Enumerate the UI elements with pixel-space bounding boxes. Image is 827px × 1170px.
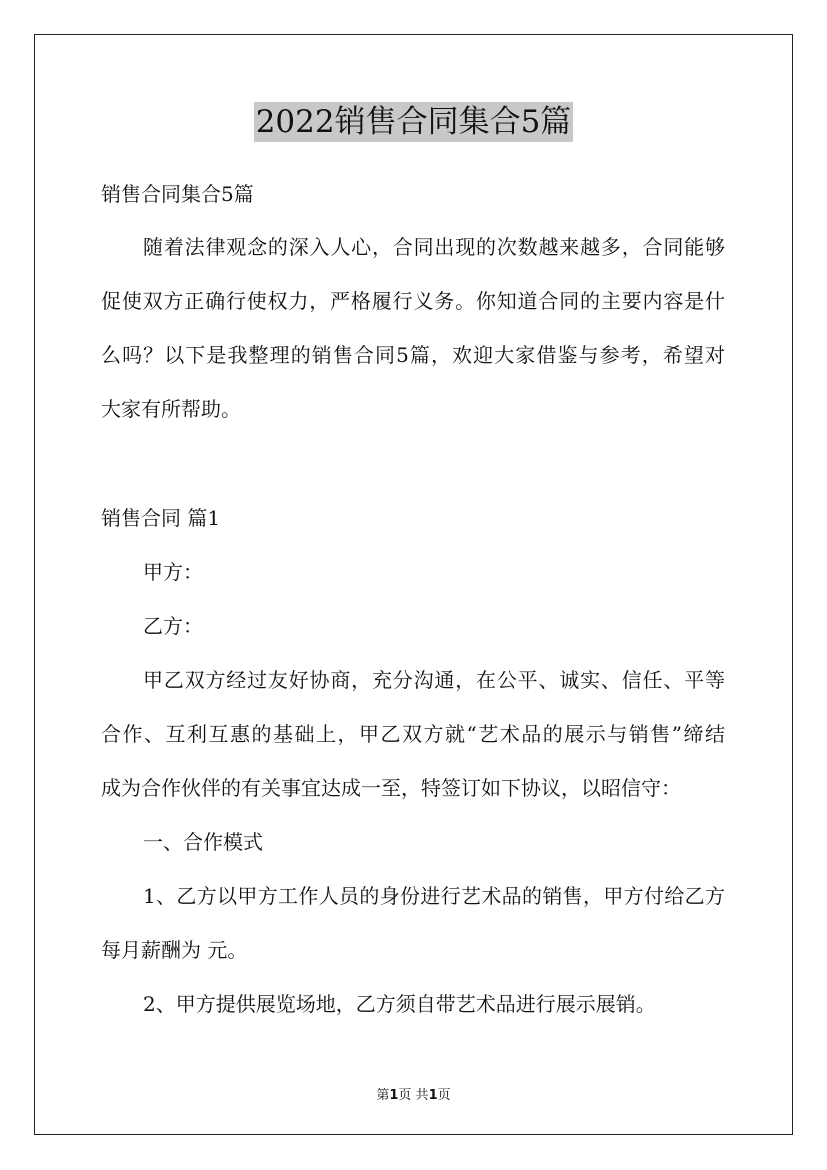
footer-mid: 页 共	[398, 1088, 429, 1103]
party-b-label: 乙方：	[143, 614, 203, 638]
page-footer	[0, 1084, 827, 1103]
footer-suffix: 页	[437, 1088, 451, 1103]
section-heading: 销售合同 篇1	[101, 506, 221, 530]
clause1-line-2: 每月薪酬为 元。	[101, 938, 248, 962]
agreement-line-1: 甲乙双方经过友好协商，充分沟通，在公平、诚实、信任、平等	[143, 668, 725, 692]
intro-line-2: 促使双方正确行使权力，严格履行义务。你知道合同的主要内容是什	[101, 289, 725, 313]
document-subtitle: 销售合同集合5篇	[101, 182, 254, 206]
clause-heading: 一、合作模式	[143, 830, 263, 854]
clause1-line-1: 1、乙方以甲方工作人员的身份进行艺术品的销售，甲方付给乙方	[143, 884, 725, 908]
party-a-label: 甲方：	[143, 560, 203, 584]
footer-page-total: 1	[428, 1088, 438, 1103]
intro-line-3: 么吗？以下是我整理的销售合同5篇，欢迎大家借鉴与参考，希望对	[101, 343, 725, 367]
agreement-line-2: 合作、互利互惠的基础上，甲乙双方就“艺术品的展示与销售”缔结	[101, 722, 725, 746]
intro-line-1: 随着法律观念的深入人心，合同出现的次数越来越多，合同能够	[143, 235, 725, 259]
title-wrap	[0, 102, 827, 142]
clause2-line: 2、甲方提供展览场地，乙方须自带艺术品进行展示展销。	[143, 992, 656, 1016]
footer-prefix: 第	[376, 1088, 390, 1103]
document-title: 2022销售合同集合5篇	[255, 104, 572, 140]
footer-page-num: 1	[389, 1088, 399, 1103]
agreement-line-3: 成为合作伙伴的有关事宜达成一至，特签订如下协议，以昭信守：	[101, 776, 681, 800]
intro-line-4: 大家有所帮助。	[101, 397, 241, 421]
